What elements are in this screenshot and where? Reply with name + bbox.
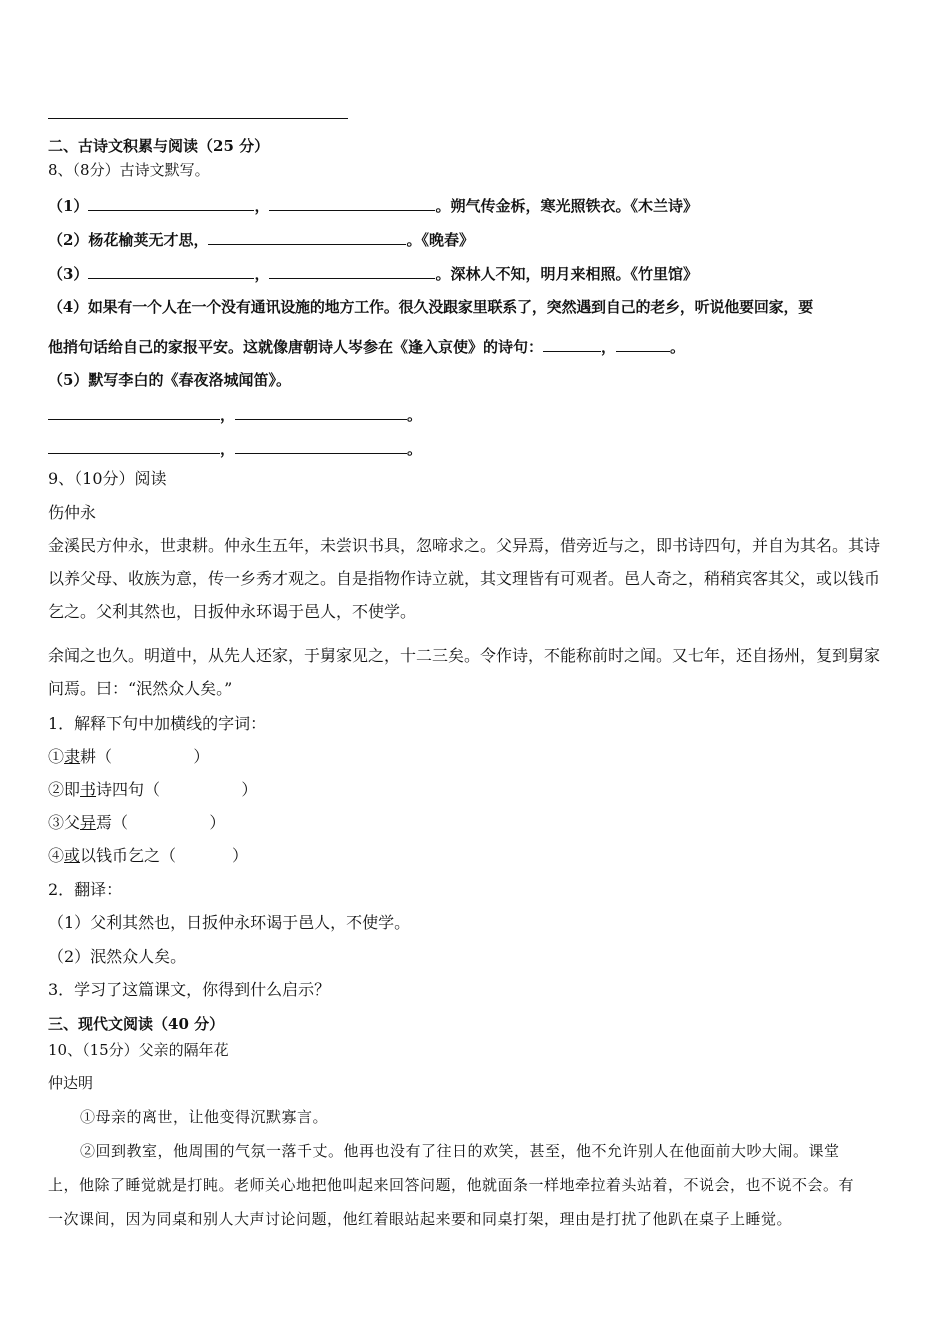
underlined-word: 或: [64, 846, 81, 865]
q8-item5-answer-line2: [48, 437, 422, 459]
q8-item4-text: 他捎句话给自己的家报平安。这就像唐朝诗人岑参在《逢入京使》的诗句：: [48, 338, 544, 356]
punct: 。: [407, 406, 423, 424]
q9-sub2: 2．翻译：: [48, 880, 123, 899]
punct: 。: [670, 338, 686, 356]
underlined-word: 异: [80, 813, 97, 832]
q8-title: [48, 160, 210, 180]
q9-title: 9、（10分）阅读: [48, 469, 167, 488]
underlined-word: 书: [80, 780, 97, 799]
passage-line: 问焉。曰：“泯然众人矣。”: [48, 679, 233, 698]
answer-blank[interactable]: [208, 228, 406, 245]
punct: ，: [220, 440, 236, 458]
answer-blank[interactable]: [48, 403, 220, 420]
q8-item4-line1: （4）如果有一个人在一个没有通讯设施的地方工作。很久没跟家里联系了，突然遇到自己的老乡，听说他要回家，要: [48, 298, 814, 316]
punct: 。: [407, 440, 423, 458]
answer-blank[interactable]: [88, 262, 254, 279]
q8-item4-line2: [48, 335, 685, 357]
q8-item5: （5）默写李白的《春夜洛城闻笛》。: [48, 371, 291, 389]
q8-item2-text: （2）杨花榆荚无才思，: [48, 231, 209, 249]
q9-translate2: （2）泯然众人矣。: [48, 947, 187, 966]
q8-item5-answer-line1: [48, 403, 422, 425]
q8-item3: [48, 262, 698, 284]
answer-paren[interactable]: （ ）: [96, 747, 210, 766]
word-rest: 焉: [96, 813, 113, 832]
q10-title: 10、（15分）父亲的隔年花: [48, 1041, 229, 1059]
q9-word3: [48, 813, 225, 833]
q9-sub3: 3．学习了这篇课文，你得到什么启示？: [48, 980, 331, 999]
answer-blank[interactable]: [616, 335, 670, 352]
answer-blank[interactable]: [543, 335, 601, 352]
answer-blank[interactable]: [269, 262, 435, 279]
q8-item1-text: 。朔气传金柝，寒光照铁衣。《木兰诗》: [435, 197, 698, 215]
top-separator-line: [48, 118, 348, 119]
punct: ，: [601, 338, 617, 356]
q10-author: 仲达明: [48, 1074, 94, 1092]
q10-para2-line: ②回到教室，他周围的气氛一落千丈。他再也没有了往日的欢笑，甚至，他不允许别人在他面前大吵大闹。课堂: [80, 1142, 840, 1160]
circled-number: ①: [48, 747, 65, 766]
passage-title: 伤仲永: [48, 503, 97, 522]
q8-item1-number: （1）: [48, 197, 89, 215]
word-rest: 耕: [80, 747, 97, 766]
answer-blank[interactable]: [235, 437, 407, 454]
passage-line: 金溪民方仲永，世隶耕。仲永生五年，未尝识书具，忽啼求之。父异焉，借旁近与之，即书诗四句，并自为其名。其诗: [48, 536, 881, 555]
q10-para2-line: 一次课间，因为同桌和别人大声讨论问题，他红着眼站起来要和同桌打架，理由是打扰了他趴在桌子上睡觉。: [48, 1210, 793, 1228]
q9-word4: [48, 846, 248, 866]
punct: ，: [254, 197, 270, 215]
circled-number: ②即: [48, 780, 81, 799]
q9-translate1: （1）父利其然也，日扳仲永环谒于邑人，不使学。: [48, 913, 411, 932]
word-rest: 诗四句: [96, 780, 145, 799]
answer-paren[interactable]: （ ）: [112, 813, 226, 832]
section2-heading: 二、古诗文积累与阅读（25 分）: [48, 137, 270, 155]
q8-item3-text: 。深林人不知，明月来相照。《竹里馆》: [435, 265, 698, 283]
q8-item1: [48, 194, 698, 216]
answer-paren[interactable]: （ ）: [160, 846, 248, 865]
word-rest: 以钱币乞之: [80, 846, 161, 865]
q10-para2-line: 上，他除了睡觉就是打盹。老师关心地把他叫起来回答问题，他就面条一样地牵拉着头站着，不说会，也不说不会。有: [48, 1176, 855, 1194]
passage-line: 乞之。父利其然也，日扳仲永环谒于邑人，不使学。: [48, 602, 417, 621]
answer-blank[interactable]: [88, 194, 254, 211]
passage-line: 余闻之也久。明道中，从先人还家，于舅家见之，十二三矣。令作诗，不能称前时之闻。又七年，还自扬州，复到舅家: [48, 646, 881, 665]
punct: ，: [220, 406, 236, 424]
q8-item2: [48, 228, 474, 250]
circled-number: ④: [48, 846, 65, 865]
q8-item3-number: （3）: [48, 265, 89, 283]
answer-paren[interactable]: （ ）: [144, 780, 258, 799]
q8-item2-end: 。《晚春》: [406, 231, 474, 249]
punct: ，: [254, 265, 270, 283]
answer-blank[interactable]: [235, 403, 407, 420]
q8-title-text: 8、（8分）古诗文默写。: [48, 161, 210, 179]
answer-blank[interactable]: [269, 194, 435, 211]
q9-word2: [48, 780, 257, 800]
q10-para1: ①母亲的离世，让他变得沉默寡言。: [80, 1108, 329, 1126]
q9-sub1: 1．解释下句中加横线的字词：: [48, 714, 267, 733]
answer-blank[interactable]: [48, 437, 220, 454]
section3-heading: 三、现代文阅读（40 分）: [48, 1015, 225, 1033]
passage-line: 以养父母、收族为意，传一乡秀才观之。自是指物作诗立就，其文理皆有可观者。邑人奇之，稍稍宾客其父，或以钱币: [48, 569, 881, 588]
circled-number: ③父: [48, 813, 81, 832]
underlined-word: 隶: [64, 747, 81, 766]
q9-word1: [48, 747, 209, 767]
